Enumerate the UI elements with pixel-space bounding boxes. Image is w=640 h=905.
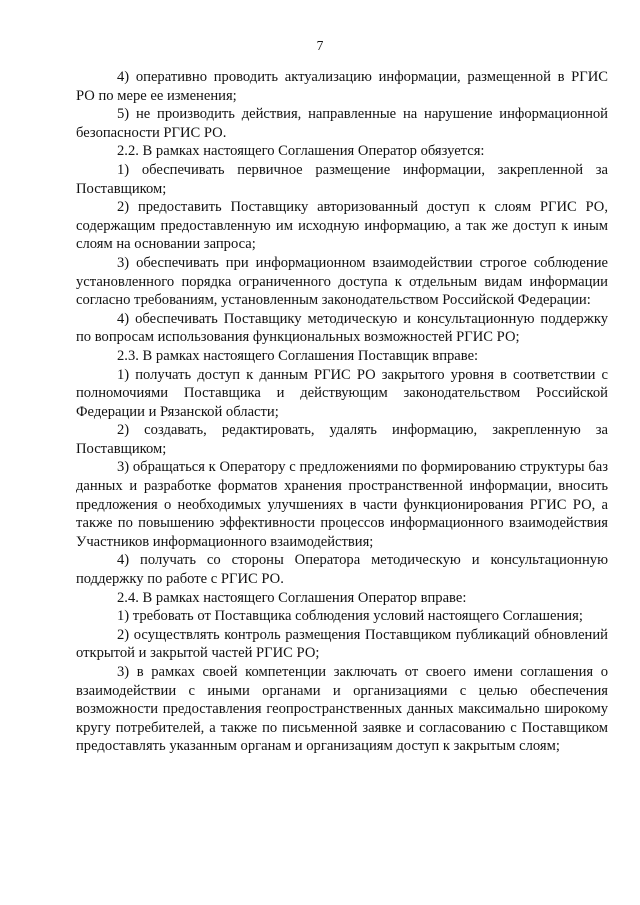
paragraph-2-2-item-2: 2) предоставить Поставщику авторизованный доступ к слоям РГИС РО, содержащим предоставленную им исходную информацию, а так же доступ к иным слоям на основании запроса; xyxy=(76,199,608,253)
paragraph-2-3-item-1: 1) получать доступ к данным РГИС РО закрытого уровня в соответствии с полномочиями Поставщика и действующим законодательством Российской Федерации и Рязанской области; xyxy=(76,366,608,420)
paragraph-2-3-item-2: 2) создавать, редактировать, удалять информацию, закрепленную за Поставщиком; xyxy=(76,422,608,457)
paragraph-2-4-item-3: 3) в рамках своей компетенции заключать от своего имени соглашения о взаимодействии с иными органами и организациями с целью обеспечения возможности предоставления геопространственных данных максимально широкому кругу потребителей, а также по письменной заявке и согласованию с Поставщиком предоставлять указанным органам и организациям доступ к закрытым слоям; xyxy=(76,664,608,755)
paragraph-2-1-item-5: 5) не производить действия, направленные на нарушение информационной безопасности РГИС РО. xyxy=(76,106,608,141)
section-2-2-heading: 2.2. В рамках настоящего Соглашения Оператор обязуется: xyxy=(117,143,485,160)
paragraph-2-2-item-1: 1) обеспечивать первичное размещение информации, закрепленной за Поставщиком; xyxy=(76,161,608,197)
paragraph-2-1-item-4: 4) оперативно проводить актуализацию информации, размещенной в РГИС РО по мере ее изменения; xyxy=(76,69,608,104)
paragraph-2-4-item-2: 2) осуществлять контроль размещения Поставщиком публикаций обновлений открытой и закрытой частей РГИС РО; xyxy=(76,626,608,662)
paragraph-2-2-item-4: 4) обеспечивать Поставщику методическую и консультационную поддержку по вопросам использования функциональных возможностей РГИС РО; xyxy=(76,310,608,346)
section-2-3-heading: 2.3. В рамках настоящего Соглашения Поставщик вправе: xyxy=(117,347,479,364)
section-2-4-heading: 2.4. В рамках настоящего Соглашения Оператор вправе: xyxy=(117,589,467,606)
paragraph-2-3-item-4: 4) получать со стороны Оператора методическую и консультационную поддержку по работе с РГИС РО. xyxy=(76,552,608,588)
page-number: 7 xyxy=(316,38,324,53)
paragraph-2-3-item-3: 3) обращаться к Оператору с предложениями по формированию структуры баз данных и разработке форматов хранения пространственной информации, вносить предложения о необходимых улучшениях в части функционирования РГИС РО, а также по повышению эффективности процессов информационного взаимодействия Участников информационного взаимодействия; xyxy=(76,459,608,550)
paragraph-2-4-item-1: 1) требовать от Поставщика соблюдения условий настоящего Соглашения; xyxy=(117,608,583,625)
document-body xyxy=(76,68,608,756)
paragraph-2-2-item-3: 3) обеспечивать при информационном взаимодействии строгое соблюдение установленного порядка ограниченного доступа к отдельным видам информации согласно требованиям, установленным законодательством Российской Федерации: xyxy=(76,254,608,309)
